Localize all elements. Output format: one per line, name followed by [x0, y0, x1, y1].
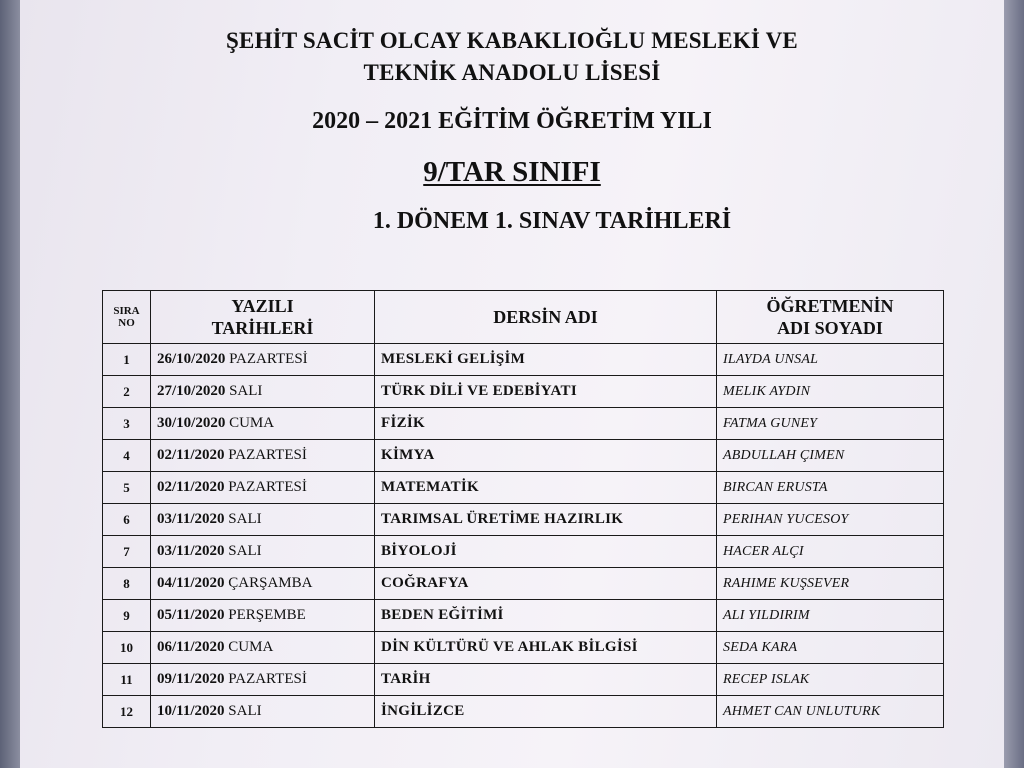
row-number: 1 — [103, 344, 151, 376]
course-name: BİYOLOJİ — [375, 536, 717, 568]
row-number: 4 — [103, 440, 151, 472]
exam-date-cell — [151, 632, 375, 664]
table-row — [103, 440, 944, 472]
exam-date-cell — [151, 376, 375, 408]
teacher-name: RECEP ISLAK — [717, 664, 944, 696]
teacher-name: PERIHAN YUCESOY — [717, 504, 944, 536]
row-number: 8 — [103, 568, 151, 600]
course-name: İNGİLİZCE — [375, 696, 717, 728]
teacher-name: HACER ALÇI — [717, 536, 944, 568]
exam-date: 04/11/2020 — [157, 575, 225, 591]
exam-date: 30/10/2020 — [157, 415, 226, 431]
school-name-line1: ŞEHİT SACİT OLCAY KABAKLIOĞLU MESLEKİ VE — [226, 28, 798, 53]
course-name: TARIMSAL ÜRETİME HAZIRLIK — [375, 504, 717, 536]
table-row — [103, 568, 944, 600]
row-number: 2 — [103, 376, 151, 408]
course-name: MESLEKİ GELİŞİM — [375, 344, 717, 376]
teacher-name: ABDULLAH ÇIMEN — [717, 440, 944, 472]
row-number: 10 — [103, 632, 151, 664]
table-row — [103, 376, 944, 408]
teacher-name: BIRCAN ERUSTA — [717, 472, 944, 504]
row-number: 3 — [103, 408, 151, 440]
exam-day: SALI — [228, 543, 262, 559]
teacher-name: SEDA KARA — [717, 632, 944, 664]
column-header-yazili-tarihleri — [151, 291, 375, 344]
exam-day: SALI — [228, 511, 262, 527]
teacher-name: RAHIME KUŞSEVER — [717, 568, 944, 600]
column-header-sira-no — [103, 291, 151, 344]
column-header-sira-line1: SIRA — [113, 305, 140, 317]
course-name: MATEMATİK — [375, 472, 717, 504]
row-number: 6 — [103, 504, 151, 536]
exam-date: 27/10/2020 — [157, 383, 226, 399]
exam-day: PAZARTESİ — [229, 351, 308, 367]
exam-date: 10/11/2020 — [157, 703, 225, 719]
table-header-row — [103, 291, 944, 344]
school-name-line2: TEKNİK ANADOLU LİSESİ — [363, 60, 661, 85]
exam-date: 03/11/2020 — [157, 543, 225, 559]
course-name: BEDEN EĞİTİMİ — [375, 600, 717, 632]
course-name: TÜRK DİLİ VE EDEBİYATI — [375, 376, 717, 408]
row-number: 11 — [103, 664, 151, 696]
exam-day: PAZARTESİ — [228, 479, 307, 495]
column-header-ogretmen — [717, 291, 944, 344]
course-name: COĞRAFYA — [375, 568, 717, 600]
table-row — [103, 408, 944, 440]
exam-date: 02/11/2020 — [157, 447, 225, 463]
column-header-ogretmen-line1: ÖĞRETMENİN — [766, 296, 894, 316]
exam-day: PERŞEMBE — [228, 607, 306, 623]
table-row — [103, 344, 944, 376]
course-name: KİMYA — [375, 440, 717, 472]
exam-date-cell — [151, 600, 375, 632]
exam-date: 26/10/2020 — [157, 351, 226, 367]
exam-day: SALI — [229, 383, 263, 399]
exam-date-cell — [151, 536, 375, 568]
table-row — [103, 536, 944, 568]
table-row — [103, 664, 944, 696]
row-number: 7 — [103, 536, 151, 568]
course-name: FİZİK — [375, 408, 717, 440]
teacher-name: AHMET CAN UNLUTURK — [717, 696, 944, 728]
course-name: DİN KÜLTÜRÜ VE AHLAK BİLGİSİ — [375, 632, 717, 664]
row-number: 9 — [103, 600, 151, 632]
exam-day: CUMA — [228, 639, 274, 655]
exam-date-cell — [151, 440, 375, 472]
exam-schedule-table — [102, 290, 944, 728]
teacher-name: FATMA GUNEY — [717, 408, 944, 440]
table-row — [103, 472, 944, 504]
exam-date-cell — [151, 696, 375, 728]
exam-date-cell — [151, 568, 375, 600]
table-row — [103, 696, 944, 728]
column-header-yazili-line1: YAZILI — [231, 296, 294, 316]
column-header-dersin-adi: DERSİN ADI — [375, 291, 717, 344]
exam-day: CUMA — [229, 415, 275, 431]
exam-day: PAZARTESİ — [228, 671, 307, 687]
exam-date-cell — [151, 504, 375, 536]
table-row — [103, 600, 944, 632]
exam-date: 06/11/2020 — [157, 639, 225, 655]
table-row — [103, 504, 944, 536]
teacher-name: ILAYDA UNSAL — [717, 344, 944, 376]
teacher-name: ALI YILDIRIM — [717, 600, 944, 632]
exam-date-cell — [151, 344, 375, 376]
column-header-yazili-line2: TARİHLERİ — [211, 318, 314, 338]
exam-day: SALI — [228, 703, 262, 719]
row-number: 5 — [103, 472, 151, 504]
column-header-ogretmen-line2: ADI SOYADI — [777, 318, 883, 338]
exam-date-cell — [151, 472, 375, 504]
exam-schedule-title: 1. DÖNEM 1. SINAV TARİHLERİ — [372, 208, 732, 234]
class-title: 9/TAR SINIFI — [423, 156, 601, 188]
teacher-name: MELIK AYDIN — [717, 376, 944, 408]
row-number: 12 — [103, 696, 151, 728]
exam-date: 02/11/2020 — [157, 479, 225, 495]
exam-date-cell — [151, 664, 375, 696]
exam-date: 03/11/2020 — [157, 511, 225, 527]
table-row — [103, 632, 944, 664]
exam-date-cell — [151, 408, 375, 440]
exam-day: PAZARTESİ — [228, 447, 307, 463]
exam-day: ÇARŞAMBA — [228, 575, 313, 591]
exam-date: 09/11/2020 — [157, 671, 225, 687]
course-name: TARİH — [375, 664, 717, 696]
column-header-sira-line2: NO — [118, 317, 135, 329]
academic-year: 2020 – 2021 EĞİTİM ÖĞRETİM YILI — [312, 108, 712, 134]
exam-date: 05/11/2020 — [157, 607, 225, 623]
